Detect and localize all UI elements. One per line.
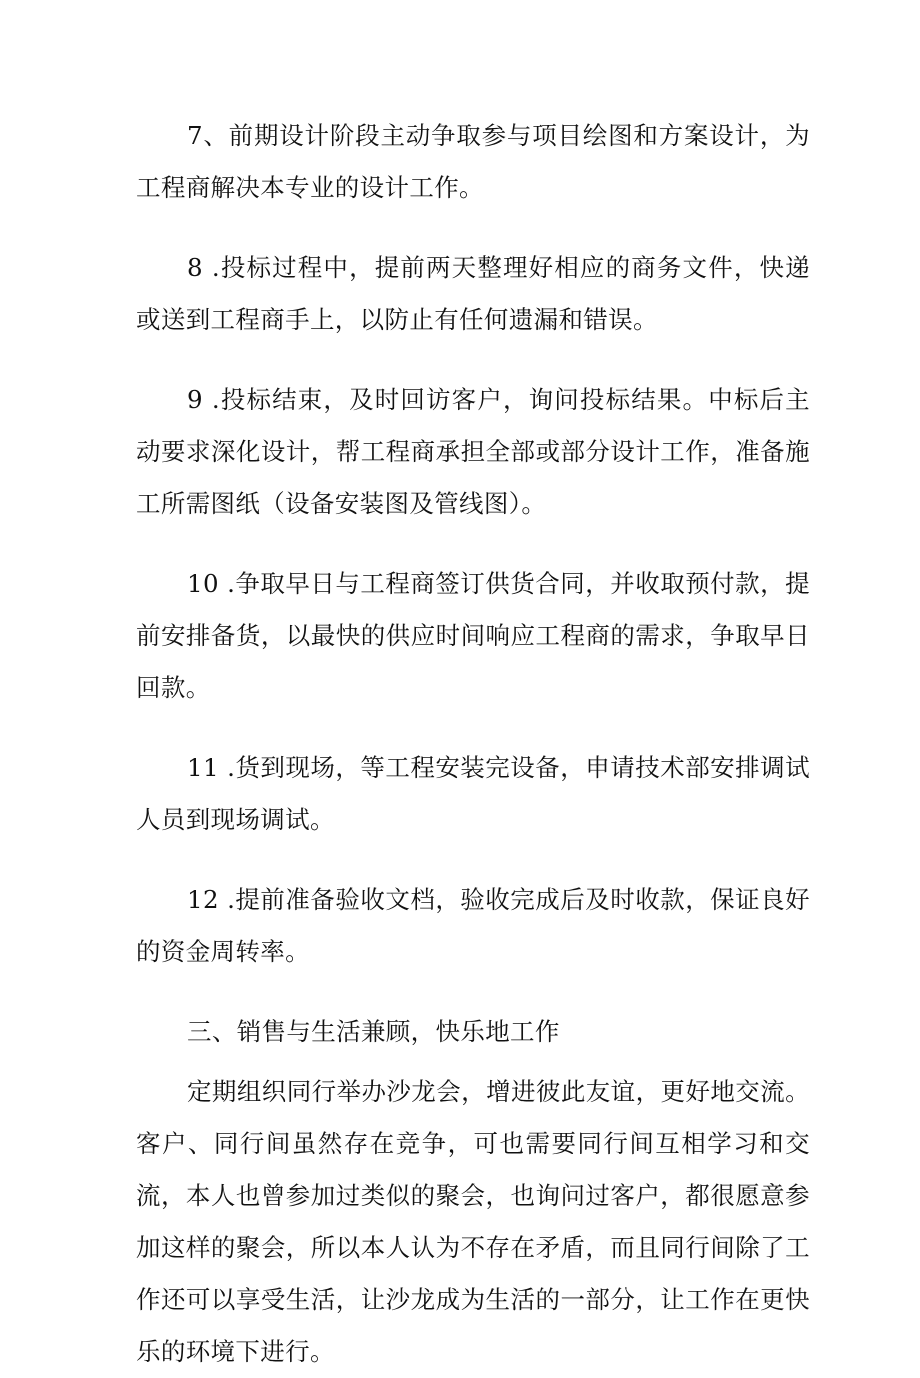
paragraph-item-11: 11 .货到现场，等工程安装完设备，申请技术部安排调试人员到现场调试。 (136, 753, 810, 834)
body-paragraph: 定期组织同行举办沙龙会，增进彼此友谊，更好地交流。客户、同行间虽然存在竞争，可也需要同行间互相学习和交流，本人也曾参加过类似的聚会，也询问过客户，都很愿意参加这样的聚会，所以本人认为不存在矛盾，而且同行间除了工作还可以享受生活，让沙龙成为生活的一部分，让工作在更快乐的环境下进行。 (136, 1077, 810, 1366)
section-heading: 三、销售与生活兼顾，快乐地工作 (187, 1017, 560, 1046)
paragraph-item-10: 10 .争取早日与工程商签订供货合同，并收取预付款，提前安排备货，以最快的供应时间响应工程商的需求，争取早日回款。 (136, 569, 810, 702)
paragraph-item-7: 7、前期设计阶段主动争取参与项目绘图和方案设计，为工程商解决本专业的设计工作。 (136, 121, 810, 202)
paragraph-item-9: 9 .投标结束，及时回访客户，询问投标结果。中标后主动要求深化设计，帮工程商承担全部或部分设计工作，准备施工所需图纸（设备安装图及管线图）。 (136, 385, 810, 518)
paragraph-item-12: 12 .提前准备验收文档，验收完成后及时收款，保证良好的资金周转率。 (136, 885, 810, 966)
paragraph-item-8: 8 .投标过程中，提前两天整理好相应的商务文件，快递或送到工程商手上，以防止有任何遗漏和错误。 (136, 253, 810, 334)
